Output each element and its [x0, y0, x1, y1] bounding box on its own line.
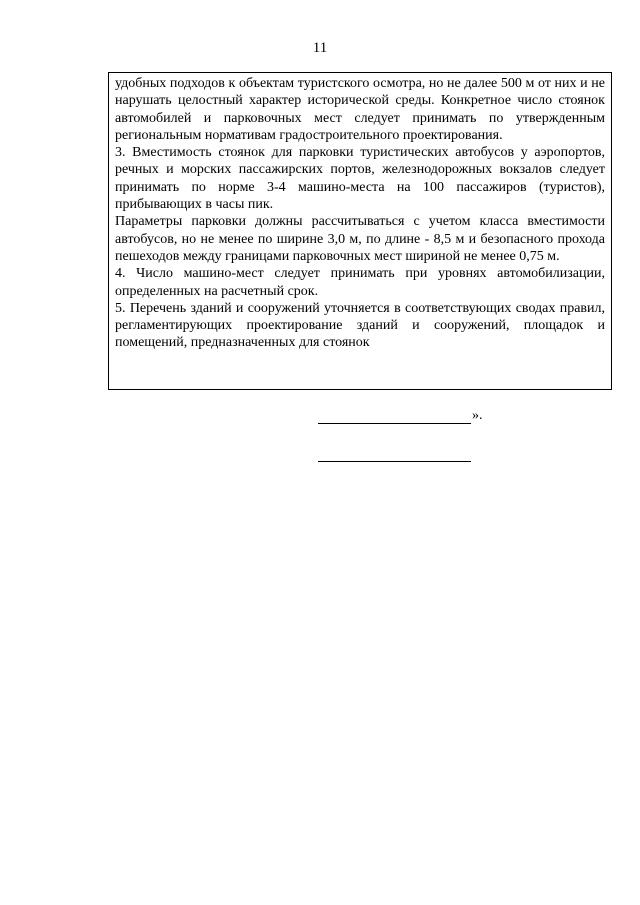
note-paragraph-continuation: удобных подходов к объектам туристского осмотра, но не далее 500 м от них и не нарушать целостный характер исторической среды. Конкретное число стоянок автомобилей и парковочных мест следует принимать по утвержденным региональным нормативам градостроительного проектирования. [115, 76, 605, 143]
end-separator-underline [318, 447, 471, 462]
note-paragraph-parking-parameters: Параметры парковки должны рассчитываться с учетом класса вместимости автобусов, но не менее по ширине 3,0 м, по длине - 8,5 м и безопасного прохода пешеходов между границами парковочных мест шириной не менее 0,75 м. [115, 214, 605, 264]
closing-line [318, 406, 518, 424]
page-number: 11 [312, 40, 328, 56]
note-paragraph-item-5: 5. Перечень зданий и сооружений уточняется в соответствующих сводах правил, регламентирующих проектирование зданий и сооружений, площадок и помещений, предназначенных для стоянок [115, 300, 605, 351]
note-paragraph-item-3: 3. Вместимость стоянок для парковки туристических автобусов у аэропортов, речных и морских пассажирских портов, железнодорожных вокзалов следует принимать по норме 3-4 машино-места на 100 пассажиров (туристов), прибывающих в часы пик. [115, 145, 605, 213]
note-table-cell [108, 72, 612, 390]
closing-underline [318, 409, 471, 424]
closing-quote-mark: ». [472, 408, 483, 423]
note-paragraph-item-4: 4. Число машино-мест следует принимать при уровнях автомобилизации, определенных на расчетный срок. [115, 266, 605, 299]
end-separator-line [318, 444, 518, 462]
